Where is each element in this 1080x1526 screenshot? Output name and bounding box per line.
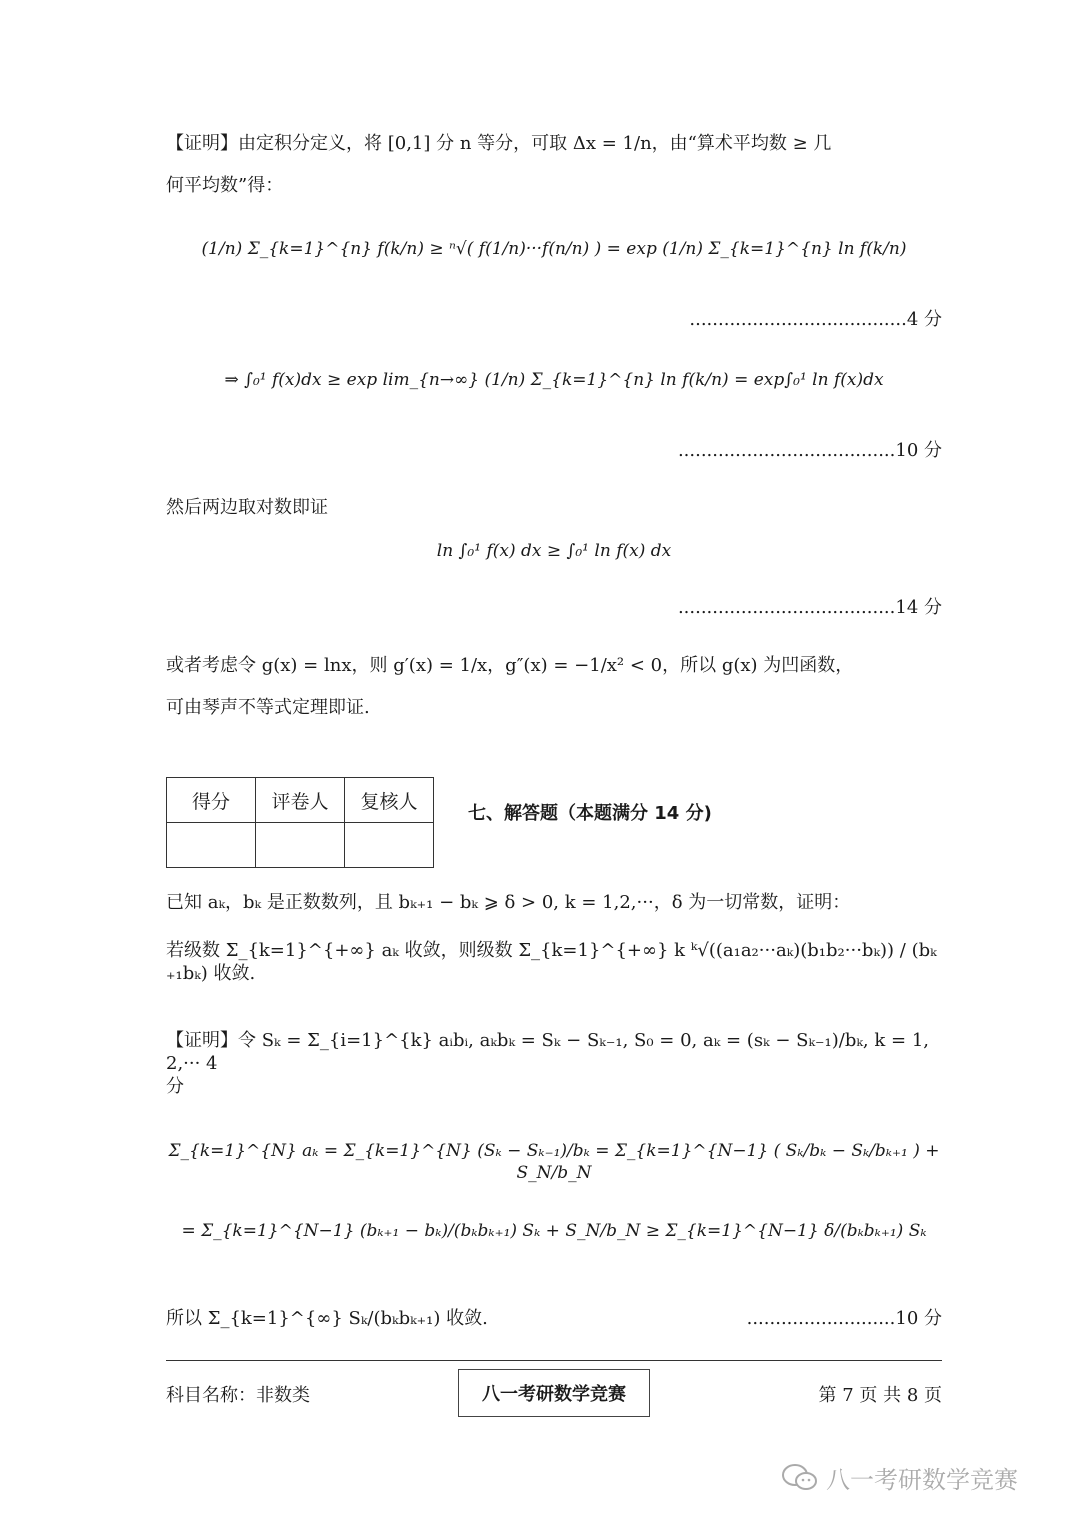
proof1-line2: 何平均数”得： xyxy=(166,175,284,196)
grader-header: 评卷人 xyxy=(256,778,345,823)
formula-limit: ⇒ ∫₀¹ f(x)dx ≥ exp lim_{n→∞} (1/n) Σ_{k=1}^{n} ln f(k/n) = exp∫₀¹ ln f(x)dx xyxy=(224,370,884,390)
reviewer-cell xyxy=(345,823,434,868)
formula-sum-a: Σ_{k=1}^{N} aₖ = Σ_{k=1}^{N} (Sₖ − Sₖ₋₁)/bₖ = Σ_{k=1}^{N−1} ( Sₖ/bₖ − Sₖ/bₖ₊₁ ) + S_N/b_N xyxy=(168,1141,940,1184)
score-header: 得分 xyxy=(167,778,256,823)
formula-sum-b: = Σ_{k=1}^{N−1} (bₖ₊₁ − bₖ)/(bₖbₖ₊₁) Sₖ + S_N/b_N ≥ Σ_{k=1}^{N−1} δ/(bₖbₖ₊₁) Sₖ xyxy=(181,1221,927,1241)
brand-text: 八一考研数学竞赛 xyxy=(482,1384,626,1405)
wechat-icon xyxy=(780,1461,820,1495)
problem-line2: 若级数 Σ_{k=1}^{+∞} aₖ 收敛，则级数 Σ_{k=1}^{+∞} k ᵏ√((a₁a₂···aₖ)(b₁b₂···bₖ)) / (bₖ₊₁bₖ) 收敛. xyxy=(166,940,937,985)
formula-jensen: ln ∫₀¹ f(x) dx ≥ ∫₀¹ ln f(x) dx xyxy=(436,541,672,561)
watermark-text: 八一考研数学竞赛 xyxy=(826,1466,1018,1494)
watermark xyxy=(780,1460,1060,1495)
brand-box xyxy=(458,1369,650,1417)
score-14: ......................................14 分 xyxy=(677,597,942,618)
score-cell xyxy=(167,823,256,868)
proof2-line1: 【证明】令 Sₖ = Σ_{i=1}^{k} aᵢbᵢ, aₖbₖ = Sₖ − Sₖ₋₁, S₀ = 0, aₖ = (sₖ − Sₖ₋₁)/bₖ, k = 1,2,··· 4 xyxy=(166,1030,929,1075)
proof2-line2: 分 xyxy=(166,1076,184,1097)
grader-cell xyxy=(256,823,345,868)
conclusion: 所以 Σ_{k=1}^{∞} Sₖ/(bₖbₖ₊₁) 收敛. xyxy=(166,1308,488,1329)
score-10-b: ..........................10 分 xyxy=(746,1308,942,1329)
page-number: 第 7 页 共 8 页 xyxy=(818,1385,942,1406)
reviewer-header: 复核人 xyxy=(345,778,434,823)
subject-name: 科目名称：非数类 xyxy=(166,1385,310,1406)
formula-am-gm: (1/n) Σ_{k=1}^{n} f(k/n) ≥ ⁿ√( f(1/n)···f(n/n) ) = exp (1/n) Σ_{k=1}^{n} ln f(k/n) xyxy=(201,239,907,259)
score-10: ......................................10 分 xyxy=(677,440,942,461)
section-title: 七、解答题（本题满分 14 分) xyxy=(468,803,712,824)
proof1-line4: 或者考虑令 g(x) = lnx，则 g′(x) = 1/x，g″(x) = −1/x² < 0，所以 g(x) 为凹函数， xyxy=(166,655,854,676)
problem-line1: 已知 aₖ，bₖ 是正数数列，且 bₖ₊₁ − bₖ ⩾ δ > 0, k = 1,2,···，δ 为一切常数，证明： xyxy=(166,892,851,913)
score-table xyxy=(166,777,434,868)
score-4: ......................................4 分 xyxy=(689,309,942,330)
proof1-line3: 然后两边取对数即证 xyxy=(166,497,328,518)
proof1-line1: 【证明】由定积分定义，将 [0,1] 分 n 等分，可取 Δx = 1/n，由“算术平均数 ≥ 几 xyxy=(166,133,832,154)
proof1-line5: 可由琴声不等式定理即证. xyxy=(166,697,370,718)
footer-divider xyxy=(166,1360,942,1361)
